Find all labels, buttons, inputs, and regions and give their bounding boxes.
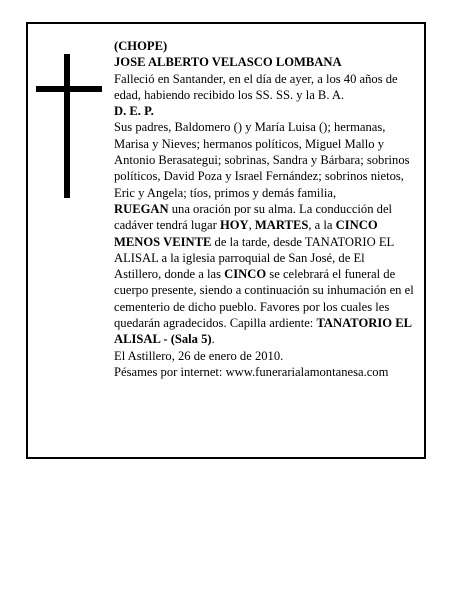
nickname: (CHOPE) [114, 39, 168, 53]
hoy-label: HOY [219, 218, 249, 233]
notice-text [114, 38, 414, 380]
deceased-name: JOSE ALBERTO VELASCO LOMBANA [114, 55, 342, 70]
request-text-4: de la tarde, desde TANATORIO EL ALISAL a la iglesia parroquial de San José, de El Astillero, donde a las [114, 234, 394, 282]
request-text-2: , [248, 218, 255, 233]
time-label: CINCO MENOS VEINTE [114, 218, 378, 249]
death-statement: Falleció en Santander, en el día de ayer, a los 40 años de edad, habiendo recibido los SS. SS. y la B. A. [114, 71, 398, 102]
cross-horizontal-bar [36, 86, 102, 92]
rip-line: D. E. P. [114, 104, 154, 119]
request-text-3: , a la [308, 218, 336, 233]
place-date: El Astillero, 26 de enero de 2010. [114, 348, 284, 363]
funeral-request [114, 201, 414, 348]
condolences-line: Pésames por internet: www.funerarialamontanesa.com [114, 364, 389, 379]
chapel-label: TANATORIO EL ALISAL - (Sala 5) [114, 316, 412, 347]
funeral-hour-label: CINCO [224, 267, 267, 282]
cross-vertical-bar [64, 54, 70, 198]
weekday-label: MARTES [254, 218, 309, 233]
request-text-6: . [211, 332, 215, 347]
cross-icon [36, 54, 102, 198]
ruegan-label: RUEGAN [114, 201, 169, 216]
family-list: Sus padres, Baldomero () y María Luisa (); hermanas, Marisa y Nieves; hermanos políticos, Miguel Mallo y Antonio Berasategui; sobrinas, Sandra y Bárbara; sobrinos políticos, David Poza y Israel Fernández; sobrinos nietos, Eric y Angela; tíos, primos y demás familia, [114, 120, 410, 200]
request-text-5: se celebrará el funeral de cuerpo presente, siendo a continuación su inhumación en el cementerio de dicho pueblo. Favores por los cuales les quedarán agradecidos. Capilla ardiente: [114, 267, 414, 331]
request-text-1: una oración por su alma. La conducción del cadáver tendrá lugar [114, 201, 393, 233]
